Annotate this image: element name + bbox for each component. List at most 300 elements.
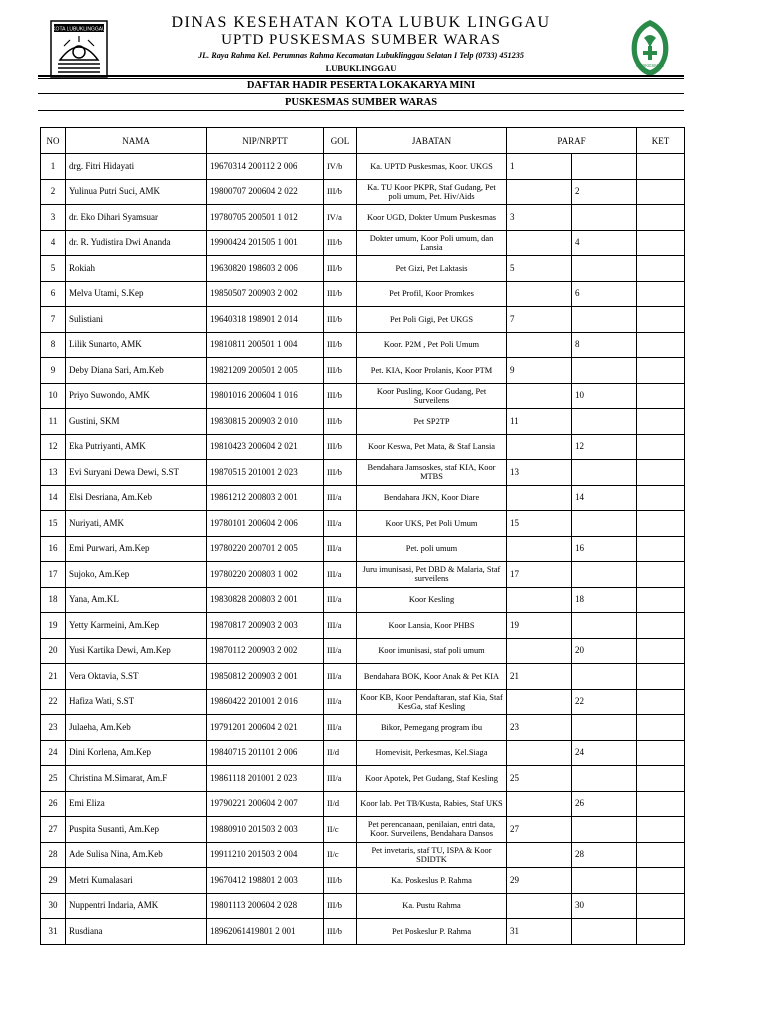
row-ket[interactable] bbox=[637, 638, 685, 664]
row-jabatan: Pet Poskeslur P. Rahma bbox=[357, 919, 507, 945]
row-nip: 19630820 198603 2 006 bbox=[207, 256, 324, 282]
table-row bbox=[41, 817, 685, 843]
row-gol: III/b bbox=[324, 409, 357, 435]
paraf-cell-right[interactable] bbox=[572, 766, 637, 792]
row-gol: II/c bbox=[324, 817, 357, 843]
row-nip: 19870112 200903 2 002 bbox=[207, 638, 324, 664]
row-ket[interactable] bbox=[637, 842, 685, 868]
paraf-cell-left[interactable] bbox=[507, 332, 572, 358]
row-gol: III/b bbox=[324, 919, 357, 945]
row-ket[interactable] bbox=[637, 281, 685, 307]
row-gol: IV/b bbox=[324, 154, 357, 180]
row-ket[interactable] bbox=[637, 358, 685, 384]
row-gol: III/a bbox=[324, 715, 357, 741]
paraf-cell-left[interactable]: 5 bbox=[507, 256, 572, 282]
row-ket[interactable] bbox=[637, 791, 685, 817]
paraf-cell-right[interactable] bbox=[572, 817, 637, 843]
paraf-cell-left[interactable] bbox=[507, 893, 572, 919]
row-jabatan: Koor Keswa, Pet Mata, & Staf Lansia bbox=[357, 434, 507, 460]
paraf-cell-right[interactable]: 24 bbox=[572, 740, 637, 766]
row-nama: Lilik Sunarto, AMK bbox=[66, 332, 207, 358]
row-jabatan: Bikor, Pemegang program ibu bbox=[357, 715, 507, 741]
paraf-cell-right[interactable]: 16 bbox=[572, 536, 637, 562]
svg-text:KOTA LUBUKLINGGAU: KOTA LUBUKLINGGAU bbox=[52, 26, 106, 33]
row-jabatan: Koor UKS, Pet Poli Umum bbox=[357, 511, 507, 537]
table-header-row bbox=[41, 128, 685, 154]
row-gol: III/b bbox=[324, 383, 357, 409]
table-row bbox=[41, 740, 685, 766]
paraf-cell-left[interactable]: 3 bbox=[507, 205, 572, 231]
row-ket[interactable] bbox=[637, 536, 685, 562]
row-nip: 19640318 198901 2 014 bbox=[207, 307, 324, 333]
row-nama: Metri Kumalasari bbox=[66, 868, 207, 894]
row-gol: III/a bbox=[324, 613, 357, 639]
row-nip: 19821209 200501 2 005 bbox=[207, 358, 324, 384]
row-gol: III/a bbox=[324, 587, 357, 613]
row-nama: Nuriyati, AMK bbox=[66, 511, 207, 537]
row-nip: 19670314 200112 2 006 bbox=[207, 154, 324, 180]
paraf-cell-right[interactable]: 10 bbox=[572, 383, 637, 409]
row-nama: dr. Eko Dihari Syamsuar bbox=[66, 205, 207, 231]
paraf-cell-left[interactable]: 23 bbox=[507, 715, 572, 741]
row-no: 7 bbox=[41, 307, 66, 333]
table-row bbox=[41, 485, 685, 511]
row-jabatan: Koor. P2M , Pet Poli Umum bbox=[357, 332, 507, 358]
row-ket[interactable] bbox=[637, 205, 685, 231]
row-nip: 19780220 200701 2 005 bbox=[207, 536, 324, 562]
row-no: 15 bbox=[41, 511, 66, 537]
row-gol: III/b bbox=[324, 332, 357, 358]
row-nip: 19840715 201101 2 006 bbox=[207, 740, 324, 766]
row-jabatan: Koor Apotek, Pet Gudang, Staf Kesling bbox=[357, 766, 507, 792]
table-row bbox=[41, 689, 685, 715]
row-jabatan: Pet SP2TP bbox=[357, 409, 507, 435]
paraf-cell-right[interactable] bbox=[572, 460, 637, 486]
table-row bbox=[41, 536, 685, 562]
row-nip: 19861212 200803 2 001 bbox=[207, 485, 324, 511]
paraf-cell-right[interactable]: 6 bbox=[572, 281, 637, 307]
row-gol: III/b bbox=[324, 307, 357, 333]
paraf-cell-left[interactable]: 29 bbox=[507, 868, 572, 894]
row-ket[interactable] bbox=[637, 817, 685, 843]
table-row bbox=[41, 715, 685, 741]
row-nip: 19791201 200604 2 021 bbox=[207, 715, 324, 741]
row-ket[interactable] bbox=[637, 383, 685, 409]
row-nama: Evi Suryani Dewa Dewi, S.ST bbox=[66, 460, 207, 486]
table-row bbox=[41, 868, 685, 894]
row-jabatan: Bendahara Jamsoskes, staf KIA, Koor MTBS bbox=[357, 460, 507, 486]
row-ket[interactable] bbox=[637, 664, 685, 690]
attendance-table bbox=[40, 127, 685, 945]
row-no: 25 bbox=[41, 766, 66, 792]
table-row bbox=[41, 154, 685, 180]
row-gol: III/b bbox=[324, 179, 357, 205]
paraf-cell-right[interactable]: 4 bbox=[572, 230, 637, 256]
paraf-cell-right[interactable]: 18 bbox=[572, 587, 637, 613]
row-jabatan: Koor KB, Koor Pendaftaran, staf Kia, Staf KesGa, staf Kesling bbox=[357, 689, 507, 715]
title-rule-bottom bbox=[38, 110, 684, 111]
row-ket[interactable] bbox=[637, 230, 685, 256]
paraf-cell-left[interactable] bbox=[507, 434, 572, 460]
row-no: 1 bbox=[41, 154, 66, 180]
row-no: 22 bbox=[41, 689, 66, 715]
row-gol: III/b bbox=[324, 893, 357, 919]
row-gol: IV/a bbox=[324, 205, 357, 231]
row-ket[interactable] bbox=[637, 409, 685, 435]
row-ket[interactable] bbox=[637, 740, 685, 766]
paraf-cell-left[interactable] bbox=[507, 842, 572, 868]
table-row bbox=[41, 893, 685, 919]
paraf-cell-left[interactable] bbox=[507, 536, 572, 562]
paraf-cell-right[interactable]: 20 bbox=[572, 638, 637, 664]
row-no: 30 bbox=[41, 893, 66, 919]
row-jabatan: Ka. Pustu Rahma bbox=[357, 893, 507, 919]
row-jabatan: Ka. TU Koor PKPR, Staf Gudang, Pet poli umum, Pet. Hiv/Aids bbox=[357, 179, 507, 205]
row-nip: 19810423 200604 2 021 bbox=[207, 434, 324, 460]
paraf-cell-right[interactable] bbox=[572, 409, 637, 435]
paraf-cell-right[interactable]: 26 bbox=[572, 791, 637, 817]
row-ket[interactable] bbox=[637, 893, 685, 919]
row-nip: 19800707 200604 2 022 bbox=[207, 179, 324, 205]
paraf-cell-right[interactable] bbox=[572, 664, 637, 690]
row-jabatan: Koor UGD, Dokter Umum Puskesmas bbox=[357, 205, 507, 231]
table-row bbox=[41, 358, 685, 384]
unit-name: UPTD PUSKESMAS SUMBER WARAS bbox=[221, 32, 501, 48]
paraf-cell-right[interactable] bbox=[572, 205, 637, 231]
address: JL. Raya Rahma Kel. Perumnas Rahma Kecamatan Lubuklinggau Selatan I Telp (0733) 451235 bbox=[198, 51, 524, 60]
row-nama: Yetty Karmeini, Am.Kep bbox=[66, 613, 207, 639]
paraf-cell-right[interactable] bbox=[572, 613, 637, 639]
row-nip: 19880910 201503 2 003 bbox=[207, 817, 324, 843]
table-row bbox=[41, 230, 685, 256]
row-ket[interactable] bbox=[637, 766, 685, 792]
paraf-cell-right[interactable] bbox=[572, 511, 637, 537]
row-nama: Puspita Susanti, Am.Kep bbox=[66, 817, 207, 843]
row-nip: 19911210 201503 2 004 bbox=[207, 842, 324, 868]
row-jabatan: Koor Lansia, Koor PHBS bbox=[357, 613, 507, 639]
row-ket[interactable] bbox=[637, 434, 685, 460]
paraf-cell-right[interactable]: 30 bbox=[572, 893, 637, 919]
row-nama: Rokiah bbox=[66, 256, 207, 282]
row-no: 5 bbox=[41, 256, 66, 282]
row-jabatan: Bendahara BOK, Koor Anak & Pet KIA bbox=[357, 664, 507, 690]
row-gol: III/b bbox=[324, 868, 357, 894]
row-nama: Yana, Am.KL bbox=[66, 587, 207, 613]
table-row bbox=[41, 562, 685, 588]
row-nama: Eka Putriyanti, AMK bbox=[66, 434, 207, 460]
row-nip: 19870515 201001 2 023 bbox=[207, 460, 324, 486]
row-no: 19 bbox=[41, 613, 66, 639]
row-nama: Julaeha, Am.Keb bbox=[66, 715, 207, 741]
paraf-cell-right[interactable] bbox=[572, 919, 637, 945]
table-row bbox=[41, 842, 685, 868]
svg-text:PUSKESMAS: PUSKESMAS bbox=[635, 63, 665, 68]
paraf-cell-left[interactable]: 27 bbox=[507, 817, 572, 843]
row-nama: Elsi Desriana, Am.Keb bbox=[66, 485, 207, 511]
paraf-cell-right[interactable] bbox=[572, 256, 637, 282]
row-no: 16 bbox=[41, 536, 66, 562]
table-row bbox=[41, 638, 685, 664]
row-gol: III/b bbox=[324, 230, 357, 256]
table-row bbox=[41, 766, 685, 792]
row-nama: Gustini, SKM bbox=[66, 409, 207, 435]
row-nama: Nuppentri Indaria, AMK bbox=[66, 893, 207, 919]
table-row bbox=[41, 307, 685, 333]
row-nama: Emi Eliza bbox=[66, 791, 207, 817]
row-nama: Yulinua Putri Suci, AMK bbox=[66, 179, 207, 205]
row-gol: III/a bbox=[324, 485, 357, 511]
row-jabatan: Pet Gizi, Pet Laktasis bbox=[357, 256, 507, 282]
table-row bbox=[41, 613, 685, 639]
row-no: 12 bbox=[41, 434, 66, 460]
col-nama-header: NAMA bbox=[66, 128, 207, 154]
col-nip-header: NIP/NRPTT bbox=[207, 128, 324, 154]
row-no: 18 bbox=[41, 587, 66, 613]
row-jabatan: Koor Pusling, Koor Gudang, Pet Surveilens bbox=[357, 383, 507, 409]
row-ket[interactable] bbox=[637, 332, 685, 358]
paraf-cell-left[interactable]: 17 bbox=[507, 562, 572, 588]
row-nip: 19870817 200903 2 003 bbox=[207, 613, 324, 639]
paraf-cell-left[interactable] bbox=[507, 740, 572, 766]
row-jabatan: Juru imunisasi, Pet DBD & Malaria, Staf surveilens bbox=[357, 562, 507, 588]
col-ket-header: KET bbox=[637, 128, 685, 154]
paraf-cell-right[interactable]: 12 bbox=[572, 434, 637, 460]
paraf-cell-left[interactable]: 15 bbox=[507, 511, 572, 537]
table-row bbox=[41, 664, 685, 690]
paraf-cell-right[interactable]: 28 bbox=[572, 842, 637, 868]
paraf-cell-left[interactable]: 31 bbox=[507, 919, 572, 945]
paraf-cell-right[interactable]: 22 bbox=[572, 689, 637, 715]
row-gol: III/b bbox=[324, 358, 357, 384]
row-gol: III/a bbox=[324, 664, 357, 690]
row-no: 27 bbox=[41, 817, 66, 843]
row-ket[interactable] bbox=[637, 613, 685, 639]
row-nama: dr. R. Yudistira Dwi Ananda bbox=[66, 230, 207, 256]
table-row bbox=[41, 205, 685, 231]
table-row bbox=[41, 587, 685, 613]
paraf-cell-right[interactable] bbox=[572, 868, 637, 894]
paraf-cell-left[interactable] bbox=[507, 485, 572, 511]
paraf-cell-left[interactable] bbox=[507, 587, 572, 613]
table-row bbox=[41, 383, 685, 409]
agency-name: DINAS KESEHATAN KOTA LUBUK LINGGAU bbox=[171, 14, 551, 31]
row-no: 11 bbox=[41, 409, 66, 435]
row-gol: III/b bbox=[324, 434, 357, 460]
row-nip: 19830815 200903 2 010 bbox=[207, 409, 324, 435]
row-no: 21 bbox=[41, 664, 66, 690]
row-no: 4 bbox=[41, 230, 66, 256]
row-jabatan: Koor imunisasi, staf poli umum bbox=[357, 638, 507, 664]
row-no: 8 bbox=[41, 332, 66, 358]
row-nip: 19801016 200604 1 016 bbox=[207, 383, 324, 409]
row-nip: 19860422 201001 2 016 bbox=[207, 689, 324, 715]
row-no: 24 bbox=[41, 740, 66, 766]
title-rule-top bbox=[38, 93, 684, 94]
row-nip: 19850507 200903 2 002 bbox=[207, 281, 324, 307]
row-nip: 19810811 200501 1 004 bbox=[207, 332, 324, 358]
row-gol: II/c bbox=[324, 842, 357, 868]
paraf-cell-left[interactable] bbox=[507, 281, 572, 307]
row-ket[interactable] bbox=[637, 868, 685, 894]
row-nama: Dini Korlena, Am.Kep bbox=[66, 740, 207, 766]
row-nip: 19900424 201505 1 001 bbox=[207, 230, 324, 256]
paraf-cell-left[interactable]: 9 bbox=[507, 358, 572, 384]
row-nama: Sujoko, Am.Kep bbox=[66, 562, 207, 588]
row-jabatan: Pet Profil, Koor Promkes bbox=[357, 281, 507, 307]
row-nama: Yusi Kartika Dewi, Am.Kep bbox=[66, 638, 207, 664]
paraf-cell-left[interactable]: 21 bbox=[507, 664, 572, 690]
row-no: 23 bbox=[41, 715, 66, 741]
row-ket[interactable] bbox=[637, 587, 685, 613]
table-row bbox=[41, 919, 685, 945]
row-nip: 19861118 201001 2 023 bbox=[207, 766, 324, 792]
row-no: 29 bbox=[41, 868, 66, 894]
row-no: 28 bbox=[41, 842, 66, 868]
row-nama: Rusdiana bbox=[66, 919, 207, 945]
row-jabatan: Pet. KIA, Koor Prolanis, Koor PTM bbox=[357, 358, 507, 384]
row-nip: 19780101 200604 2 006 bbox=[207, 511, 324, 537]
header-rule-thin bbox=[38, 78, 684, 79]
paraf-cell-right[interactable]: 14 bbox=[572, 485, 637, 511]
row-ket[interactable] bbox=[637, 511, 685, 537]
row-nip: 19850812 200903 2 001 bbox=[207, 664, 324, 690]
row-no: 14 bbox=[41, 485, 66, 511]
row-jabatan: Ka. UPTD Puskesmas, Koor. UKGS bbox=[357, 154, 507, 180]
paraf-cell-left[interactable] bbox=[507, 230, 572, 256]
row-jabatan: Ka. Poskeslus P. Rahma bbox=[357, 868, 507, 894]
row-ket[interactable] bbox=[637, 179, 685, 205]
row-gol: III/a bbox=[324, 536, 357, 562]
row-nip: 19780705 200501 1 012 bbox=[207, 205, 324, 231]
row-nip: 19780220 200803 1 002 bbox=[207, 562, 324, 588]
paraf-cell-left[interactable]: 11 bbox=[507, 409, 572, 435]
row-jabatan: Pet. poli umum bbox=[357, 536, 507, 562]
row-gol: III/b bbox=[324, 460, 357, 486]
row-nip: 19830828 200803 2 001 bbox=[207, 587, 324, 613]
paraf-cell-right[interactable] bbox=[572, 715, 637, 741]
row-ket[interactable] bbox=[637, 485, 685, 511]
col-paraf-header: PARAF bbox=[507, 128, 637, 154]
paraf-cell-right[interactable] bbox=[572, 154, 637, 180]
paraf-cell-left[interactable]: 25 bbox=[507, 766, 572, 792]
header-rule-thick bbox=[38, 75, 684, 77]
col-jabatan-header: JABATAN bbox=[357, 128, 507, 154]
paraf-cell-left[interactable]: 13 bbox=[507, 460, 572, 486]
row-nama: Christina M.Simarat, Am.F bbox=[66, 766, 207, 792]
paraf-cell-left[interactable]: 7 bbox=[507, 307, 572, 333]
table-row bbox=[41, 256, 685, 282]
row-nama: Priyo Suwondo, AMK bbox=[66, 383, 207, 409]
table-row bbox=[41, 281, 685, 307]
row-gol: III/b bbox=[324, 256, 357, 282]
row-ket[interactable] bbox=[637, 715, 685, 741]
row-nama: Hafiza Wati, S.ST bbox=[66, 689, 207, 715]
paraf-cell-left[interactable] bbox=[507, 638, 572, 664]
row-nip: 19670412 198801 2 003 bbox=[207, 868, 324, 894]
table-row bbox=[41, 332, 685, 358]
table-row bbox=[41, 434, 685, 460]
col-no-header: NO bbox=[41, 128, 66, 154]
row-gol: II/d bbox=[324, 791, 357, 817]
row-jabatan: Pet Poli Gigi, Pet UKGS bbox=[357, 307, 507, 333]
paraf-cell-left[interactable]: 1 bbox=[507, 154, 572, 180]
row-gol: III/a bbox=[324, 562, 357, 588]
row-no: 26 bbox=[41, 791, 66, 817]
paraf-cell-left[interactable] bbox=[507, 179, 572, 205]
table-row bbox=[41, 460, 685, 486]
col-gol-header: GOL bbox=[324, 128, 357, 154]
table-row bbox=[41, 179, 685, 205]
paraf-cell-left[interactable]: 19 bbox=[507, 613, 572, 639]
row-nip: 19790221 200604 2 007 bbox=[207, 791, 324, 817]
paraf-cell-right[interactable] bbox=[572, 358, 637, 384]
row-nama: Melva Utami, S.Kep bbox=[66, 281, 207, 307]
row-nama: Emi Purwari, Am.Kep bbox=[66, 536, 207, 562]
row-ket[interactable] bbox=[637, 154, 685, 180]
row-jabatan: Dokter umum, Koor Poli umum, dan Lansia bbox=[357, 230, 507, 256]
row-gol: III/a bbox=[324, 766, 357, 792]
paraf-cell-left[interactable] bbox=[507, 383, 572, 409]
paraf-cell-right[interactable] bbox=[572, 307, 637, 333]
row-gol: III/b bbox=[324, 281, 357, 307]
row-jabatan: Koor Kesling bbox=[357, 587, 507, 613]
row-nip: 18962061419801 2 001 bbox=[207, 919, 324, 945]
row-no: 13 bbox=[41, 460, 66, 486]
row-nama: Vera Oktavia, S.ST bbox=[66, 664, 207, 690]
row-nama: Ade Sulisa Nina, Am.Keb bbox=[66, 842, 207, 868]
row-no: 2 bbox=[41, 179, 66, 205]
paraf-cell-right[interactable]: 2 bbox=[572, 179, 637, 205]
row-no: 10 bbox=[41, 383, 66, 409]
row-no: 9 bbox=[41, 358, 66, 384]
row-jabatan: Bendahara JKN, Koor Diare bbox=[357, 485, 507, 511]
paraf-cell-right[interactable]: 8 bbox=[572, 332, 637, 358]
row-jabatan: Homevisit, Perkesmas, Kel.Siaga bbox=[357, 740, 507, 766]
row-no: 31 bbox=[41, 919, 66, 945]
row-no: 20 bbox=[41, 638, 66, 664]
city: LUBUKLINGGAU bbox=[325, 63, 397, 73]
row-jabatan: Koor lab. Pet TB/Kusta, Rabies, Staf UKS bbox=[357, 791, 507, 817]
row-no: 6 bbox=[41, 281, 66, 307]
row-ket[interactable] bbox=[637, 919, 685, 945]
row-gol: III/a bbox=[324, 638, 357, 664]
puskesmas-logo bbox=[626, 18, 674, 78]
table-body bbox=[41, 154, 685, 945]
row-no: 3 bbox=[41, 205, 66, 231]
table-row bbox=[41, 791, 685, 817]
document-title: DAFTAR HADIR PESERTA LOKAKARYA MINI bbox=[246, 80, 476, 91]
paraf-cell-left[interactable] bbox=[507, 689, 572, 715]
paraf-cell-right[interactable] bbox=[572, 562, 637, 588]
document-subtitle: PUSKESMAS SUMBER WARAS bbox=[284, 97, 438, 108]
table-row bbox=[41, 409, 685, 435]
row-gol: III/a bbox=[324, 511, 357, 537]
row-ket[interactable] bbox=[637, 460, 685, 486]
row-nama: Deby Diana Sari, Am.Keb bbox=[66, 358, 207, 384]
row-ket[interactable] bbox=[637, 256, 685, 282]
row-nama: Sulistiani bbox=[66, 307, 207, 333]
row-nama: drg. Fitri Hidayati bbox=[66, 154, 207, 180]
table-row bbox=[41, 511, 685, 537]
row-ket[interactable] bbox=[637, 562, 685, 588]
row-ket[interactable] bbox=[637, 307, 685, 333]
row-ket[interactable] bbox=[637, 689, 685, 715]
row-gol: II/d bbox=[324, 740, 357, 766]
row-no: 17 bbox=[41, 562, 66, 588]
row-jabatan: Pet invetaris, staf TU, ISPA & Koor SDIDTK bbox=[357, 842, 507, 868]
paraf-cell-left[interactable] bbox=[507, 791, 572, 817]
row-nip: 19801113 200604 2 028 bbox=[207, 893, 324, 919]
